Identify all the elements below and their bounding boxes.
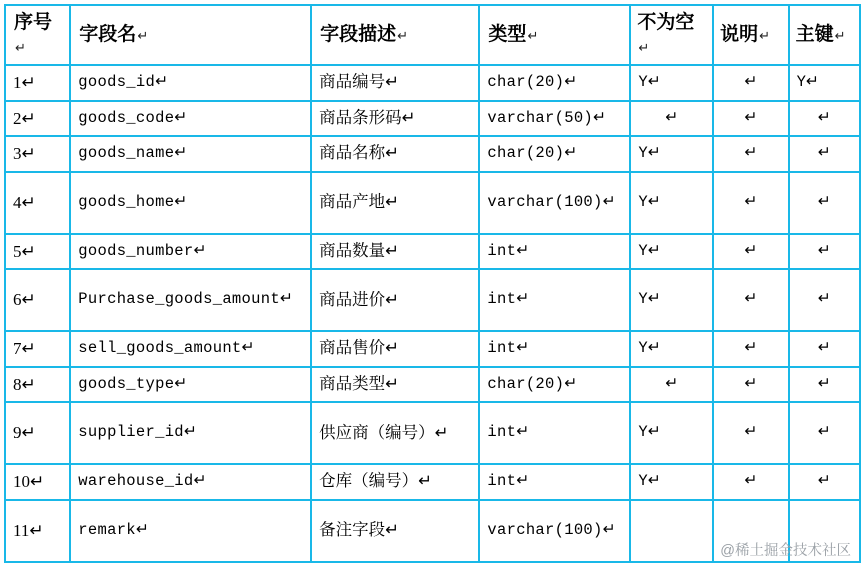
row-desc-cell: 商品产地↵: [311, 172, 479, 234]
pilcrow-mark: ↵: [15, 40, 26, 55]
row-index-cell: 2↵: [5, 101, 70, 137]
table-row: [5, 331, 860, 367]
column-header-not-null: [630, 5, 713, 65]
column-header-field-name-label: 字段名: [79, 23, 137, 45]
row-index-cell: 9↵: [5, 402, 70, 464]
table-row: [5, 136, 860, 172]
pilcrow-mark: ↵: [137, 27, 149, 43]
table-row: [5, 402, 860, 464]
row-desc-cell: 商品名称↵: [311, 136, 479, 172]
row-index-cell: 11↵: [5, 500, 70, 562]
row-desc-cell: 备注字段↵: [311, 500, 479, 562]
row-type-cell: int↵: [479, 464, 630, 500]
row-not-null-cell: Y↵: [630, 172, 713, 234]
row-desc-cell: 仓库（编号）↵: [311, 464, 479, 500]
row-type-cell: char(20)↵: [479, 136, 630, 172]
row-desc-cell: 商品编号↵: [311, 65, 479, 101]
watermark-label: @稀土掘金技术社区: [720, 543, 851, 559]
row-note-cell: ↵: [713, 269, 789, 331]
row-note-cell: ↵: [713, 172, 789, 234]
row-note-cell: ↵: [713, 101, 789, 137]
row-not-null-cell: Y↵: [630, 269, 713, 331]
row-desc-cell: 商品条形码↵: [311, 101, 479, 137]
column-header-field-name: [70, 5, 311, 65]
row-note-cell: ↵: [713, 136, 789, 172]
row-not-null-cell: Y↵: [630, 464, 713, 500]
row-field-cell: remark↵: [70, 500, 311, 562]
pilcrow-mark: ↵: [527, 27, 539, 43]
row-not-null-cell: Y↵: [630, 136, 713, 172]
pilcrow-mark: ↵: [759, 27, 770, 43]
row-primary-key-cell: Y↵: [789, 65, 860, 101]
row-index-cell: 8↵: [5, 367, 70, 403]
row-primary-key-cell: ↵: [789, 402, 860, 464]
row-primary-key-cell: ↵: [789, 367, 860, 403]
table-row: [5, 367, 860, 403]
row-not-null-cell: ↵: [630, 101, 713, 137]
table-row: [5, 464, 860, 500]
row-desc-cell: 商品类型↵: [311, 367, 479, 403]
row-primary-key-cell: ↵: [789, 136, 860, 172]
row-type-cell: varchar(100)↵: [479, 172, 630, 234]
row-not-null-cell: [630, 500, 713, 562]
column-header-type-label: 类型: [488, 23, 527, 45]
pilcrow-mark: ↵: [834, 27, 846, 43]
pilcrow-mark: ↵: [397, 27, 408, 43]
row-index-cell: 1↵: [5, 65, 70, 101]
column-header-primary-key: [789, 5, 860, 65]
column-header-field-desc-label: 字段描述: [320, 23, 397, 45]
row-index-cell: 5↵: [5, 234, 70, 270]
row-note-cell: ↵: [713, 65, 789, 101]
table-row: [5, 172, 860, 234]
table-row: [5, 234, 860, 270]
row-primary-key-cell: ↵: [789, 234, 860, 270]
row-not-null-cell: Y↵: [630, 234, 713, 270]
row-primary-key-cell: ↵: [789, 269, 860, 331]
row-not-null-cell: Y↵: [630, 331, 713, 367]
row-note-cell: ↵: [713, 464, 789, 500]
table-header-row: [5, 5, 860, 65]
row-type-cell: char(20)↵: [479, 367, 630, 403]
table-row: [5, 269, 860, 331]
row-index-cell: 10↵: [5, 464, 70, 500]
row-not-null-cell: ↵: [630, 367, 713, 403]
column-header-index-label: 序号: [14, 11, 53, 33]
column-header-type: [479, 5, 630, 65]
row-desc-cell: 供应商（编号）↵: [311, 402, 479, 464]
row-field-cell: Purchase_goods_amount↵: [70, 269, 311, 331]
row-type-cell: char(20)↵: [479, 65, 630, 101]
row-desc-cell: 商品进价↵: [311, 269, 479, 331]
row-field-cell: goods_number↵: [70, 234, 311, 270]
table-row: [5, 65, 860, 101]
row-field-cell: goods_code↵: [70, 101, 311, 137]
row-not-null-cell: Y↵: [630, 65, 713, 101]
row-field-cell: goods_id↵: [70, 65, 311, 101]
row-type-cell: varchar(100)↵: [479, 500, 630, 562]
row-type-cell: varchar(50)↵: [479, 101, 630, 137]
column-header-primary-key-label: 主键: [795, 23, 834, 45]
table-row: [5, 101, 860, 137]
row-note-cell: ↵: [713, 234, 789, 270]
row-type-cell: int↵: [479, 269, 630, 331]
row-field-cell: supplier_id↵: [70, 402, 311, 464]
row-index-cell: 3↵: [5, 136, 70, 172]
row-primary-key-cell: ↵: [789, 464, 860, 500]
row-field-cell: goods_name↵: [70, 136, 311, 172]
row-note-cell: ↵: [713, 402, 789, 464]
row-type-cell: int↵: [479, 331, 630, 367]
row-primary-key-cell: ↵: [789, 172, 860, 234]
row-field-cell: goods_type↵: [70, 367, 311, 403]
row-type-cell: int↵: [479, 402, 630, 464]
row-not-null-cell: Y↵: [630, 402, 713, 464]
pilcrow-mark: ↵: [638, 40, 650, 55]
column-header-note: [713, 5, 789, 65]
column-header-note-label: 说明: [720, 23, 759, 45]
row-index-cell: 6↵: [5, 269, 70, 331]
row-field-cell: warehouse_id↵: [70, 464, 311, 500]
row-field-cell: sell_goods_amount↵: [70, 331, 311, 367]
row-primary-key-cell: ↵: [789, 101, 860, 137]
row-note-cell: ↵: [713, 367, 789, 403]
row-desc-cell: 商品售价↵: [311, 331, 479, 367]
row-type-cell: int↵: [479, 234, 630, 270]
row-field-cell: goods_home↵: [70, 172, 311, 234]
row-note-cell: ↵: [713, 331, 789, 367]
row-index-cell: 4↵: [5, 172, 70, 234]
column-header-index: [5, 5, 70, 65]
row-index-cell: 7↵: [5, 331, 70, 367]
row-primary-key-cell: ↵: [789, 331, 860, 367]
field-schema-table: [4, 4, 861, 563]
column-header-field-desc: [311, 5, 479, 65]
row-desc-cell: 商品数量↵: [311, 234, 479, 270]
column-header-not-null-label: 不为空: [637, 11, 695, 33]
